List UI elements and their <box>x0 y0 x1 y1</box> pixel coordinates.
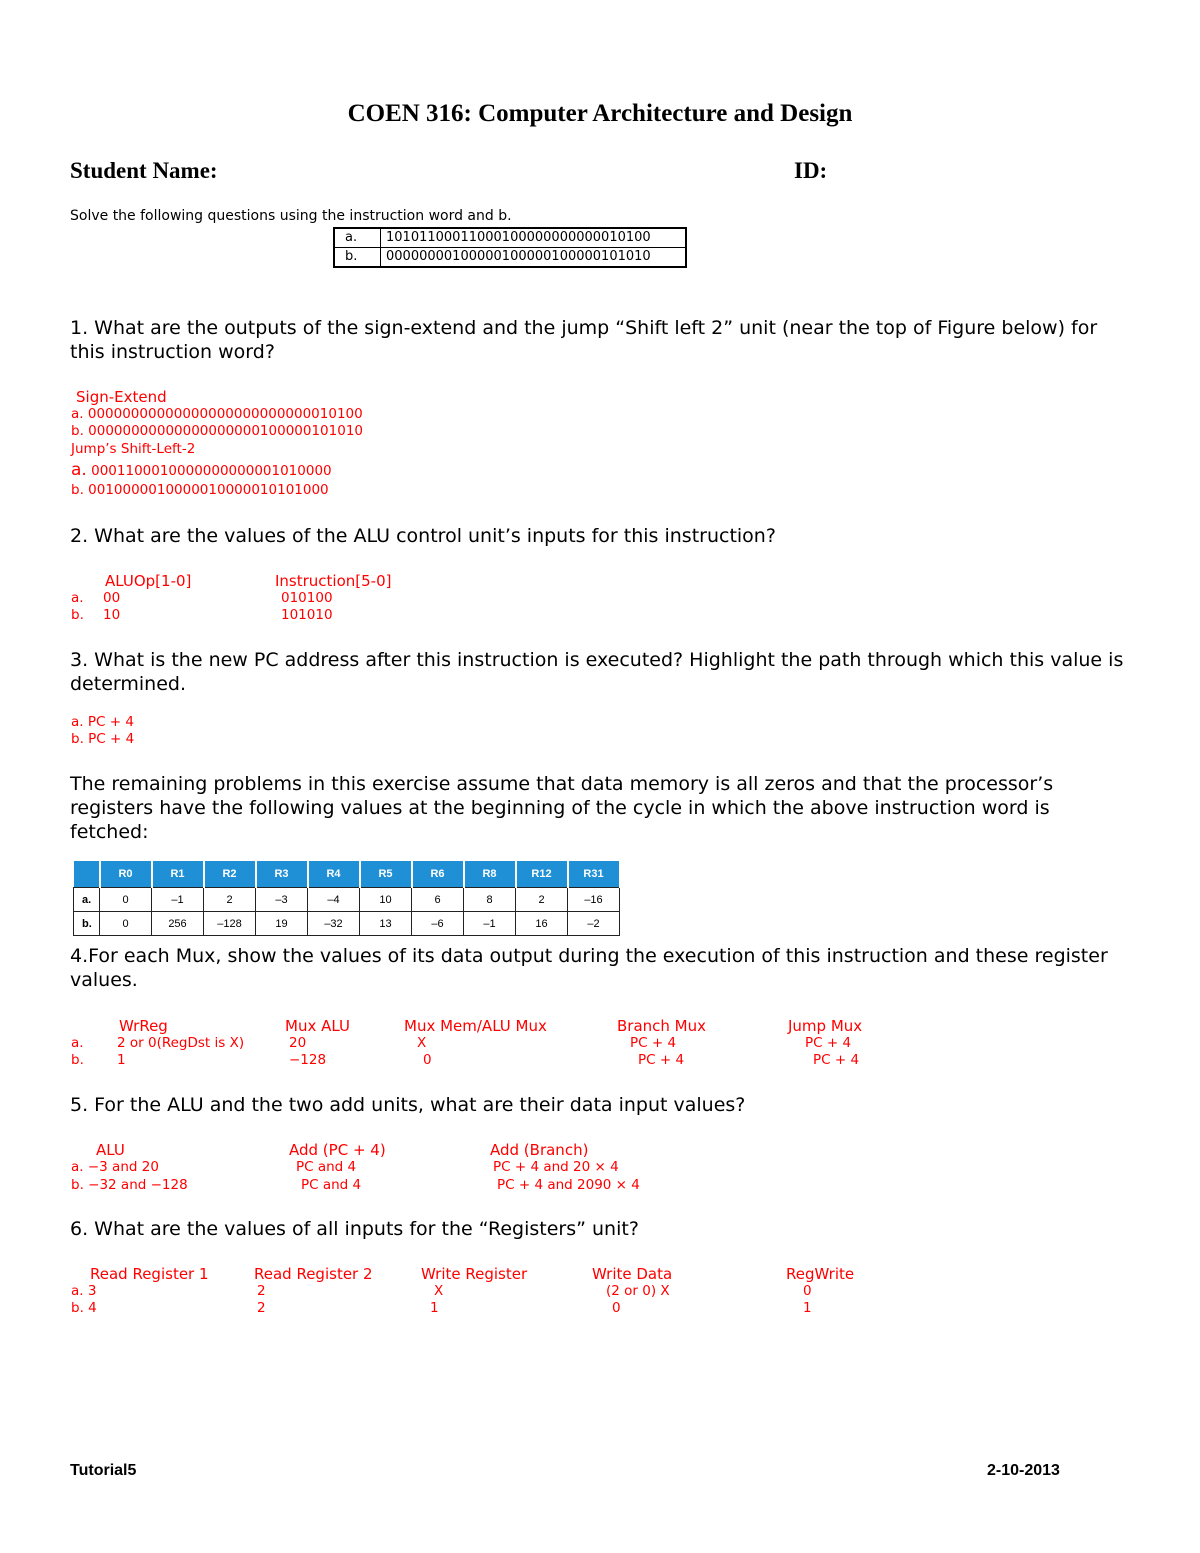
register-cell: –2 <box>568 912 620 936</box>
register-cell: –1 <box>152 888 204 912</box>
register-header-row <box>74 861 620 888</box>
q6-cell: 0 <box>612 1300 621 1316</box>
q2-instr: 010100 <box>281 590 333 606</box>
instruction-label: a. <box>334 228 381 248</box>
register-cell: –16 <box>568 888 620 912</box>
register-header: R31 <box>568 861 620 888</box>
q2-row-label: a. <box>71 590 84 606</box>
q6-cell: 1 <box>430 1300 439 1316</box>
register-row-label: a. <box>74 888 100 912</box>
register-header: R12 <box>516 861 568 888</box>
q4-cell: 1 <box>117 1052 126 1068</box>
register-cell: 256 <box>152 912 204 936</box>
question-1: 1. What are the outputs of the sign-extend and the jump “Shift left 2” unit (near the top of Figure below) for this instruction word? <box>70 317 1098 363</box>
register-table <box>73 861 621 936</box>
register-header: R0 <box>100 861 152 888</box>
footer-date: 2-10-2013 <box>987 1462 1060 1479</box>
instruction-row-a <box>334 228 686 248</box>
register-header: R3 <box>256 861 308 888</box>
q3-answer-b: b. PC + 4 <box>71 731 135 747</box>
q6-cell: (2 or 0) X <box>606 1283 670 1299</box>
sign-extend-b: b. 00000000000000000000100000101010 <box>71 423 364 439</box>
q6-header: Read Register 2 <box>254 1265 373 1283</box>
instruction-label: b. <box>334 248 381 268</box>
q4-cell: 0 <box>423 1052 432 1068</box>
student-name-label: Student Name: <box>70 158 218 183</box>
register-row-label: b. <box>74 912 100 936</box>
question-4: 4.For each Mux, show the values of its data output during the execution of this instruction and these register values. <box>70 945 1108 991</box>
q5-header: Add (PC + 4) <box>289 1141 386 1159</box>
q6-header: Write Register <box>421 1265 528 1283</box>
aluop-header: ALUOp[1-0] <box>105 572 192 590</box>
instruction-row-b <box>334 248 686 268</box>
instruction-value: 10101100011000100000000000010100 <box>381 228 687 248</box>
q5-header: ALU <box>96 1141 125 1159</box>
q4-header: Mux Mem/ALU Mux <box>404 1017 547 1035</box>
q2-aluop: 00 <box>103 590 121 606</box>
q5-header: Add (Branch) <box>490 1141 589 1159</box>
sign-extend-a: a. 00000000000000000000000000010100 <box>71 406 363 422</box>
q4-cell: X <box>417 1035 427 1051</box>
q4-row-label: a. <box>71 1035 84 1051</box>
register-cell: 0 <box>100 912 152 936</box>
q4-cell: PC + 4 <box>813 1052 860 1068</box>
q6-header: Write Data <box>592 1265 673 1283</box>
register-header: R1 <box>152 861 204 888</box>
register-cell: –3 <box>256 888 308 912</box>
q4-header: Branch Mux <box>617 1017 707 1035</box>
register-cell: 10 <box>360 888 412 912</box>
q6-header: Read Register 1 <box>90 1265 209 1283</box>
jump-label: Jump’s Shift-Left-2 <box>71 441 196 457</box>
q5-cell: PC and 4 <box>296 1159 357 1175</box>
register-cell: 16 <box>516 912 568 936</box>
footer-left: Tutorial5 <box>70 1462 137 1479</box>
q4-cell: PC + 4 <box>638 1052 685 1068</box>
q4-header: Jump Mux <box>788 1017 863 1035</box>
q4-cell: −128 <box>289 1052 327 1068</box>
id-label: ID: <box>794 158 828 183</box>
register-header: R6 <box>412 861 464 888</box>
q6-cell: X <box>434 1283 444 1299</box>
register-cell: 2 <box>516 888 568 912</box>
q6-cell: 1 <box>803 1300 812 1316</box>
register-cell: 13 <box>360 912 412 936</box>
q5-cell: PC and 4 <box>301 1177 362 1193</box>
q4-cell: 20 <box>289 1035 307 1051</box>
instruction-table <box>333 227 687 268</box>
q6-cell: b. 4 <box>71 1300 97 1316</box>
q3-answer-a: a. PC + 4 <box>71 714 134 730</box>
register-cell: –128 <box>204 912 256 936</box>
register-header: R5 <box>360 861 412 888</box>
page-title: COEN 316: Computer Architecture and Design <box>347 100 853 127</box>
q4-cell: 2 or 0(RegDst is X) <box>117 1035 245 1051</box>
q5-cell: b. −32 and −128 <box>71 1177 188 1193</box>
remaining-text: The remaining problems in this exercise assume that data memory is all zeros and that the processor’s registers have the following values at the beginning of the cycle in which the above instruction word is fetched: <box>70 773 1054 843</box>
question-2: 2. What are the values of the ALU control unit’s inputs for this instruction? <box>70 525 776 547</box>
q6-cell: a. 3 <box>71 1283 97 1299</box>
register-cell: –32 <box>308 912 360 936</box>
register-header: R4 <box>308 861 360 888</box>
jump-b: b. 0010000010000010000010101000 <box>71 482 329 498</box>
register-header: R8 <box>464 861 516 888</box>
q4-cell: PC + 4 <box>630 1035 677 1051</box>
register-cell: 8 <box>464 888 516 912</box>
register-cell: 19 <box>256 912 308 936</box>
q4-row-label: b. <box>71 1052 84 1068</box>
register-cell: –4 <box>308 888 360 912</box>
q4-header: Mux ALU <box>285 1017 350 1035</box>
q5-cell: PC + 4 and 2090 × 4 <box>497 1177 640 1193</box>
register-cell: 6 <box>412 888 464 912</box>
question-3: 3. What is the new PC address after this instruction is executed? Highlight the path through which this value is determined. <box>70 649 1124 695</box>
register-row-b <box>74 912 620 936</box>
q4-header: WrReg <box>119 1017 168 1035</box>
register-row-a <box>74 888 620 912</box>
q2-instr: 101010 <box>281 607 333 623</box>
intro-text: Solve the following questions using the instruction word and b. <box>70 208 512 224</box>
q6-cell: 2 <box>257 1300 266 1316</box>
jump-a-prefix: a. <box>71 460 87 480</box>
register-cell: –1 <box>464 912 516 936</box>
jump-a <box>71 462 332 481</box>
q6-cell: 2 <box>257 1283 266 1299</box>
q6-cell: 0 <box>803 1283 812 1299</box>
register-header: R2 <box>204 861 256 888</box>
register-cell: 0 <box>100 888 152 912</box>
q2-row-label: b. <box>71 607 84 623</box>
instruction-value: 00000000100000100000100000101010 <box>381 248 687 268</box>
jump-a-value: 0001100010000000000001010000 <box>91 463 332 479</box>
q2-aluop: 10 <box>103 607 121 623</box>
question-6: 6. What are the values of all inputs for the “Registers” unit? <box>70 1218 639 1240</box>
register-header-blank <box>74 861 100 888</box>
register-cell: 2 <box>204 888 256 912</box>
instruction-header: Instruction[5-0] <box>275 572 392 590</box>
q5-cell: PC + 4 and 20 × 4 <box>493 1159 619 1175</box>
sign-extend-label: Sign-Extend <box>76 388 167 406</box>
register-cell: –6 <box>412 912 464 936</box>
q4-cell: PC + 4 <box>805 1035 852 1051</box>
q6-header: RegWrite <box>786 1265 855 1283</box>
q5-cell: a. −3 and 20 <box>71 1159 159 1175</box>
question-5: 5. For the ALU and the two add units, what are their data input values? <box>70 1094 746 1116</box>
